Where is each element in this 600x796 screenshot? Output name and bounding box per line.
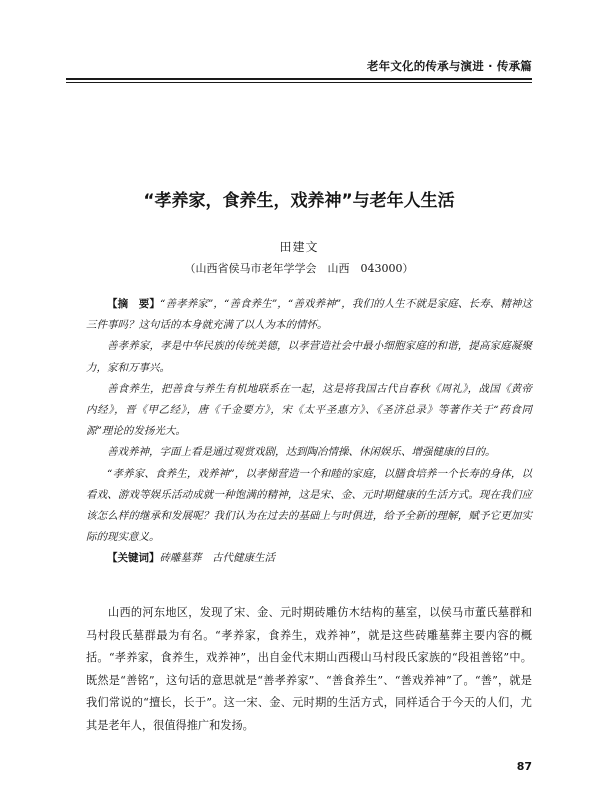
keywords-text: 砖雕墓葬 古代健康生活	[159, 552, 275, 565]
header-rule-thin	[66, 82, 532, 83]
abstract-intro	[86, 294, 532, 336]
abstract-paragraph: 善孝养家，孝是中华民族的传统美德，以孝营造社会中最小细胞家庭的和谐，提高家庭凝聚力，家和万事兴。	[86, 340, 532, 374]
keywords-label: 【关键词】	[107, 552, 160, 565]
abstract-label: 【摘 要】	[107, 298, 161, 310]
article-title: “孝养家，食养生，戏养神”与老年人生活	[143, 191, 455, 211]
header-rule-thick	[66, 78, 532, 80]
running-header: 老年文化的传承与演进 · 传承篇	[366, 59, 532, 73]
keywords-line	[86, 548, 532, 569]
abstract-paragraph: 善食养生，把善食与养生有机地联系在一起，这是将我国古代自春秋《周礼》，战国《黄帝内经》，晋《甲乙经》，唐《千金要方》，宋《太平圣惠方》、《圣济总录》等著作关于“药食同源”理论的发扬光大。	[86, 382, 532, 438]
author-name: 田建文	[279, 240, 319, 254]
body-paragraph: 山西的河东地区，发现了宋、金、元时期砖雕仿木结构的墓室，以侯马市董氏墓群和马村段氏墓群最为有名。“孝养家，食养生，戏养神”，就是这些砖雕墓葬主要内容的概括。“孝养家，食养生，戏养神”，出自金代末期山西稷山马村段氏家族的“段祖善铭”中。既然是“善铭”，这句话的意思就是“善孝养家”、“善食养生”、“善戏养神”了。“善”，就是我们常说的“擅长，长于”。这一宋、金、元时期的生活方式，同样适合于今天的人们，尤其是老年人，很值得推广和发扬。	[86, 606, 532, 732]
abstract-intro-text: “善孝养家”，“善食养生”，“善戏养神”，我们的人生不就是家庭、长寿、精神这三件事吗？这句话的本身就充满了以人为本的情怀。	[86, 298, 532, 332]
abstract-block	[86, 294, 532, 570]
author-affiliation: （山西省侯马市老年学学会 山西 043000）	[184, 262, 414, 275]
page-number: 87	[516, 760, 532, 773]
abstract-paragraph: “孝养家、食养生，戏养神”，以孝悌营造一个和睦的家庭，以膳食培养一个长寿的身体，以看戏、游戏等娱乐活动成就一种饱满的精神，这是宋、金、元时期健康的生活方式。现在我们应该怎么样的继承和发展呢？我们认为在过去的基础上与时俱进，给予全新的理解，赋予它更加实际的现实意义。	[86, 467, 532, 544]
main-body	[86, 602, 532, 737]
abstract-paragraph: 善戏养神，字面上看是通过观赏戏剧，达到陶冶情操、休闲娱乐、增强健康的目的。	[107, 446, 496, 459]
